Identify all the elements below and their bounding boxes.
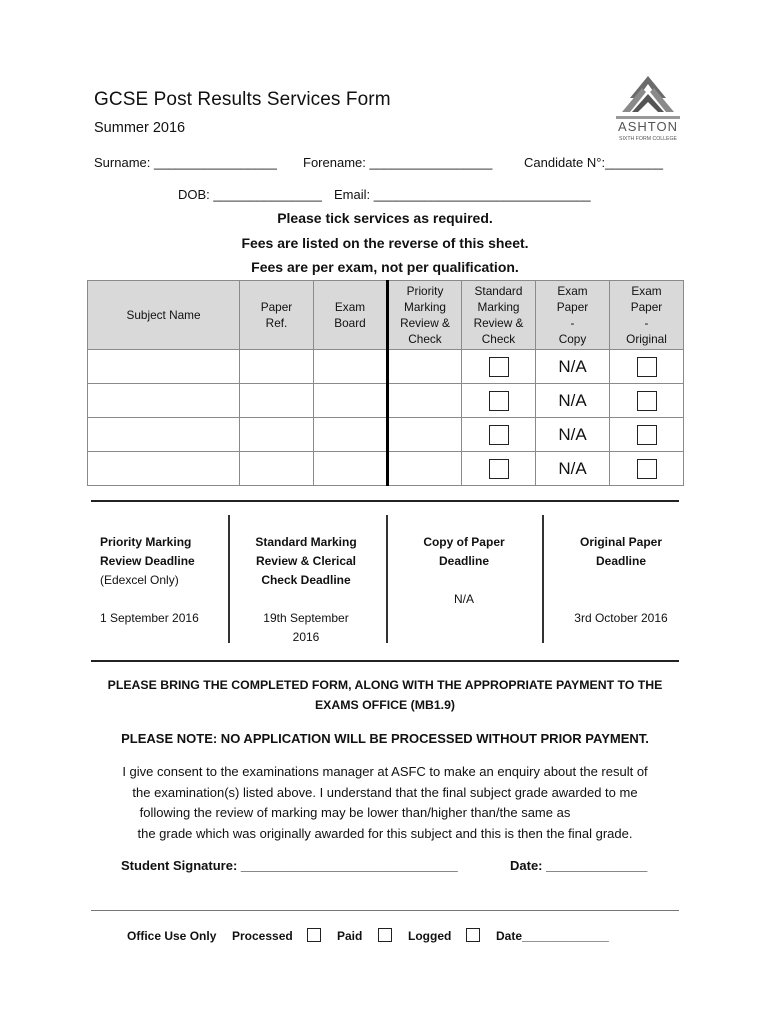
paid-label: Paid [337, 929, 363, 943]
original-deadline-title: Original Paper [579, 535, 663, 549]
subject-name-cell[interactable] [88, 384, 240, 418]
subject-name-cell[interactable] [88, 350, 240, 384]
subject-name-cell[interactable] [88, 452, 240, 486]
instruction-fees-per-exam: Fees are per exam, not per qualification. [251, 259, 519, 275]
paper-ref-cell[interactable] [240, 452, 314, 486]
subject-name-cell[interactable] [88, 418, 240, 452]
standard-review-cell [462, 418, 536, 452]
instruction-tick: Please tick services as required. [277, 210, 493, 226]
standard-deadline-date: 2016 [292, 630, 320, 644]
priority-review-cell[interactable] [388, 384, 462, 418]
priority-review-cell[interactable] [388, 350, 462, 384]
priority-deadline-date: 1 September 2016 [100, 611, 199, 625]
header-exam-board: Exam Board [314, 281, 388, 350]
standard-deadline-title: Check Deadline [261, 573, 351, 587]
paper-original-checkbox[interactable] [637, 391, 657, 411]
standard-review-cell [462, 452, 536, 486]
consent-statement: I give consent to the examinations manager at ASFC to make an enquiry about the result of the examination(s) listed above. I understand that the final subject grade awarded to me following the review of marking may be lower than/higher than/the same as the grade which was originally awarded for this subject and this is then the final grade. [122, 764, 648, 841]
header-paper-original: Exam Paper - Original [610, 281, 684, 350]
header-priority-review: Priority Marking Review & Check [388, 281, 462, 350]
paper-ref-cell[interactable] [240, 350, 314, 384]
student-signature-field[interactable]: Student Signature: ______________________________ [121, 858, 458, 873]
table-row [88, 384, 684, 418]
priority-deadline-title: Priority Marking [100, 535, 192, 549]
deadlines-top-rule [91, 500, 679, 502]
standard-review-cell [462, 350, 536, 384]
office-date-field[interactable]: Date_____________ [496, 929, 609, 943]
paper-original-checkbox[interactable] [637, 425, 657, 445]
signature-date-field[interactable]: Date: ______________ [510, 858, 648, 873]
paper-copy-cell: N/A [536, 350, 610, 384]
paper-original-checkbox[interactable] [637, 459, 657, 479]
paper-copy-cell: N/A [536, 418, 610, 452]
email-field[interactable]: Email: ______________________________ [334, 187, 591, 202]
priority-review-cell[interactable] [388, 452, 462, 486]
exam-board-cell[interactable] [314, 452, 388, 486]
page-subtitle: Summer 2016 [94, 120, 186, 136]
paper-original-cell [610, 350, 684, 384]
standard-review-checkbox[interactable] [489, 425, 509, 445]
page-title: GCSE Post Results Services Form [94, 89, 391, 110]
original-deadline-block [550, 533, 692, 628]
paper-ref-cell[interactable] [240, 418, 314, 452]
logo-name: ASHTON [618, 119, 678, 134]
copy-deadline-title: Copy of Paper [423, 535, 505, 549]
processed-checkbox[interactable] [307, 928, 321, 942]
processed-label: Processed [232, 929, 293, 943]
forename-field[interactable]: Forename: _________________ [303, 155, 493, 170]
paper-copy-cell: N/A [536, 452, 610, 486]
table-row [88, 418, 684, 452]
paid-checkbox[interactable] [378, 928, 392, 942]
logged-checkbox[interactable] [466, 928, 480, 942]
surname-field[interactable]: Surname: _________________ [94, 155, 277, 170]
header-standard-review: Standard Marking Review & Check [462, 281, 536, 350]
copy-deadline-block [394, 533, 534, 609]
original-deadline-date: 3rd October 2016 [574, 611, 668, 625]
office-use-label: Office Use Only [127, 929, 217, 943]
priority-deadline-title: Review Deadline [100, 554, 195, 568]
dob-field[interactable]: DOB: _______________ [178, 187, 322, 202]
standard-deadline-title: Standard Marking [255, 535, 357, 549]
paper-ref-cell[interactable] [240, 384, 314, 418]
standard-deadline-block [236, 533, 376, 647]
copy-deadline-date: N/A [453, 592, 474, 606]
header-subject-name: Subject Name [88, 281, 240, 350]
payment-notice: PLEASE BRING THE COMPLETED FORM, ALONG WITH THE APPROPRIATE PAYMENT TO THE EXAMS OFFICE (MB1.9) [107, 678, 663, 712]
paper-copy-cell: N/A [536, 384, 610, 418]
header-paper-ref: Paper Ref. [240, 281, 314, 350]
exam-board-cell[interactable] [314, 350, 388, 384]
standard-deadline-title: Review & Clerical [255, 554, 357, 568]
standard-review-checkbox[interactable] [489, 459, 509, 479]
priority-deadline-block [88, 533, 232, 628]
deadlines-bottom-rule [91, 660, 679, 662]
standard-review-cell [462, 384, 536, 418]
table-row [88, 452, 684, 486]
logo-tagline: SIXTH FORM COLLEGE [619, 136, 677, 142]
exam-board-cell[interactable] [314, 418, 388, 452]
standard-review-checkbox[interactable] [489, 357, 509, 377]
office-divider [91, 910, 679, 911]
exam-board-cell[interactable] [314, 384, 388, 418]
standard-review-checkbox[interactable] [489, 391, 509, 411]
deadline-divider [542, 515, 544, 643]
header-paper-copy: Exam Paper - Copy [536, 281, 610, 350]
ashton-logo [608, 72, 688, 142]
paper-original-cell [610, 384, 684, 418]
standard-deadline-date: 19th September [263, 611, 349, 625]
table-row [88, 350, 684, 384]
candidate-number-field[interactable]: Candidate N°:________ [524, 155, 663, 170]
paper-original-checkbox[interactable] [637, 357, 657, 377]
instruction-fees-reverse: Fees are listed on the reverse of this sheet. [241, 235, 529, 251]
original-deadline-title: Deadline [595, 554, 646, 568]
prior-payment-notice: PLEASE NOTE: NO APPLICATION WILL BE PROCESSED WITHOUT PRIOR PAYMENT. [121, 731, 649, 746]
deadline-divider [386, 515, 388, 643]
paper-original-cell [610, 418, 684, 452]
priority-review-cell[interactable] [388, 418, 462, 452]
logged-label: Logged [408, 929, 452, 943]
priority-deadline-note: (Edexcel Only) [100, 573, 179, 587]
services-table [87, 280, 684, 486]
copy-deadline-title: Deadline [438, 554, 489, 568]
paper-original-cell [610, 452, 684, 486]
